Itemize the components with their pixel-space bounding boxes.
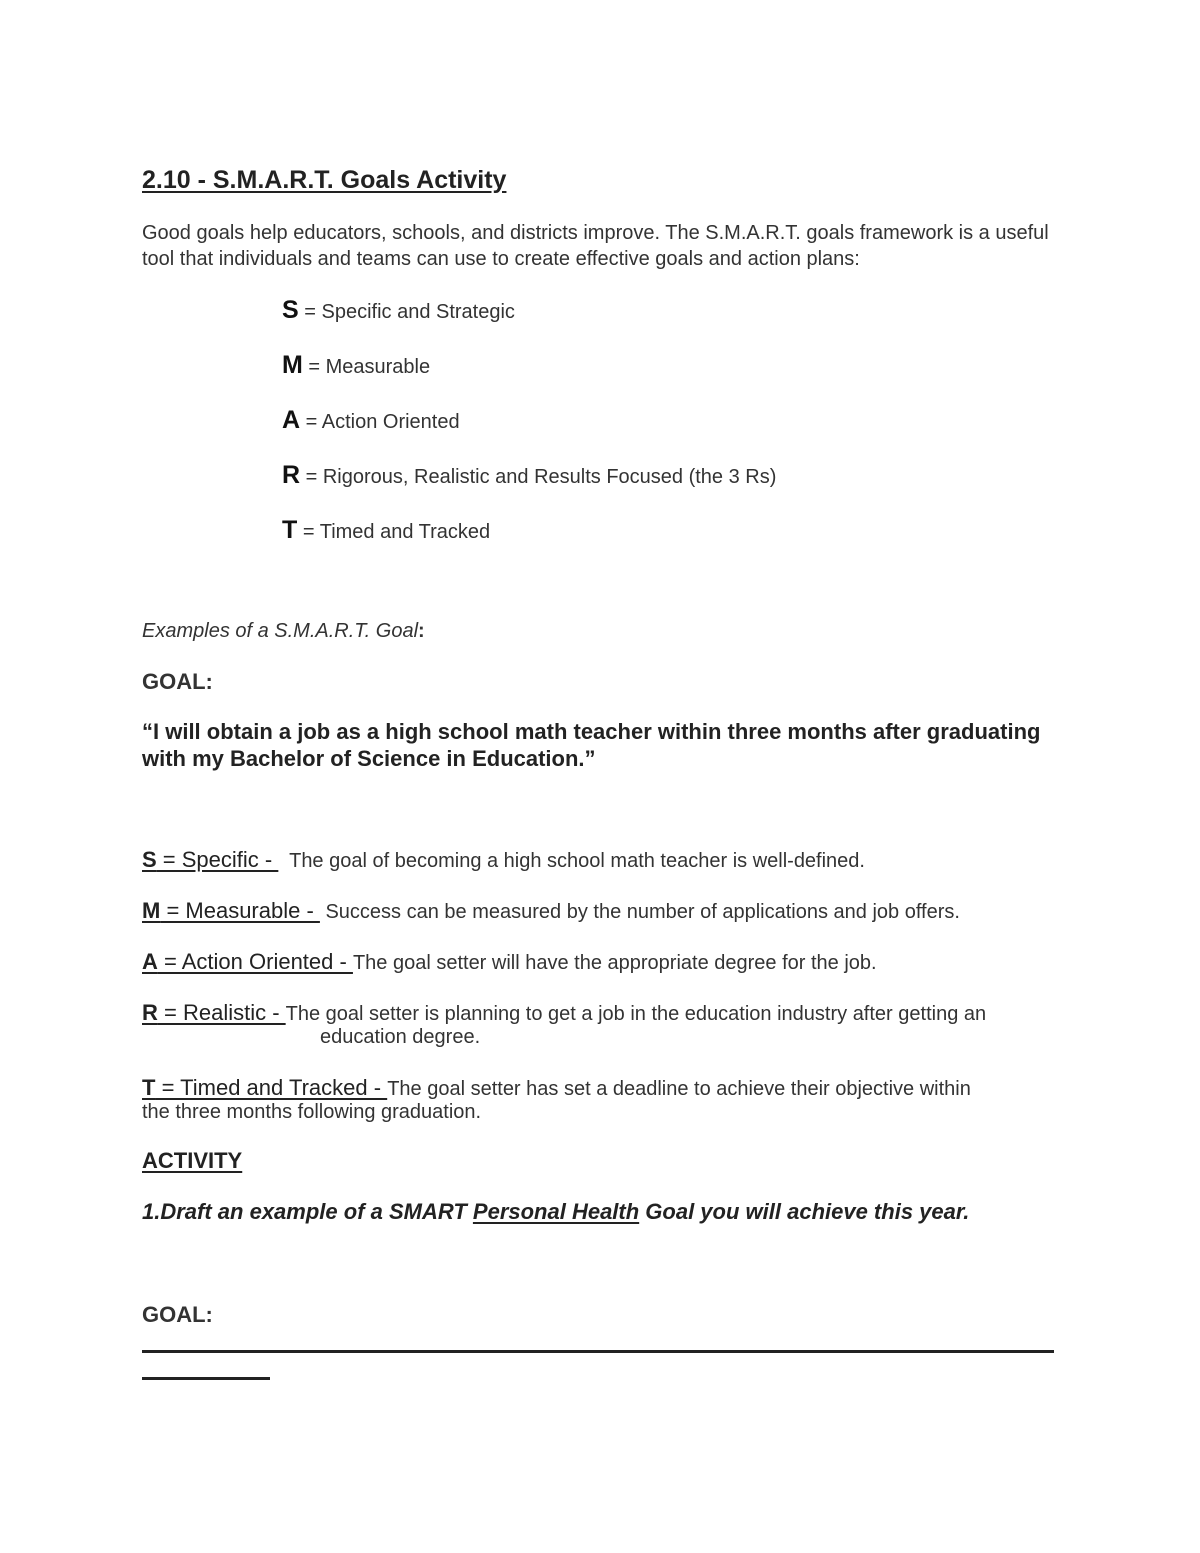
definition-letter: T <box>282 516 298 544</box>
definition-text: = Rigorous, Realistic and Results Focused (the 3 Rs) <box>300 466 777 488</box>
definition-a <box>282 406 460 435</box>
example-row-t-continuation: the three months following graduation. <box>142 1101 482 1123</box>
example-row-r <box>142 1000 986 1026</box>
intro-paragraph: Good goals help educators, schools, and districts improve. The S.M.A.R.T. goals framework is a useful tool that individuals and teams can use to create effective goals and action plans: <box>142 222 1049 270</box>
example-term: A = Action Oriented - <box>142 949 353 974</box>
example-row-t <box>142 1075 971 1101</box>
example-term: S = Specific - <box>142 847 279 872</box>
activity-question-underlined: Personal Health <box>472 1199 640 1224</box>
definition-letter: M <box>282 351 303 379</box>
definition-text: = Specific and Strategic <box>298 301 515 323</box>
example-text: Success can be measured by the number of applications and job offers. <box>319 901 960 923</box>
example-term: T = Timed and Tracked - <box>142 1075 388 1100</box>
definition-letter: A <box>282 406 301 434</box>
definition-s <box>282 296 515 325</box>
definition-m <box>282 351 430 380</box>
answer-line[interactable] <box>142 1377 270 1380</box>
example-row-a <box>142 949 877 975</box>
example-text: The goal of becoming a high school math teacher is well-defined. <box>278 850 865 872</box>
answer-line[interactable] <box>142 1350 1054 1353</box>
definition-r <box>282 461 776 490</box>
definition-letter: R <box>282 461 301 489</box>
example-term: R = Realistic - <box>142 1000 286 1025</box>
examples-heading <box>142 620 425 643</box>
example-row-m <box>142 898 960 924</box>
definition-text: = Action Oriented <box>300 411 460 433</box>
example-row-s <box>142 847 865 873</box>
goal-label: GOAL: <box>142 669 213 694</box>
example-term: M = Measurable - <box>142 898 320 923</box>
examples-heading-colon: : <box>418 620 425 642</box>
activity-heading: ACTIVITY <box>142 1148 243 1173</box>
example-text: The goal setter has set a deadline to achieve their objective within <box>387 1078 971 1100</box>
activity-question: 1.Draft an example of a SMART Personal Health Goal you will achieve this year. <box>142 1199 970 1224</box>
page-title: 2.10 - S.M.A.R.T. Goals Activity <box>142 166 507 194</box>
goal-quote: “I will obtain a job as a high school math teacher within three months after graduating with my Bachelor of Science in Education.” <box>142 719 1041 771</box>
definition-text: = Timed and Tracked <box>297 521 491 543</box>
examples-heading-text: Examples of a S.M.A.R.T. Goal <box>142 620 419 642</box>
example-row-r-continuation: education degree. <box>320 1026 481 1048</box>
example-text: The goal setter is planning to get a job in the education industry after getting an <box>285 1003 987 1025</box>
example-text: The goal setter will have the appropriate degree for the job. <box>352 952 877 974</box>
definition-text: = Measurable <box>302 356 431 378</box>
definition-t <box>282 516 490 545</box>
document-page <box>142 0 1062 1553</box>
activity-goal-label: GOAL: <box>142 1302 213 1327</box>
definition-letter: S <box>282 296 299 324</box>
